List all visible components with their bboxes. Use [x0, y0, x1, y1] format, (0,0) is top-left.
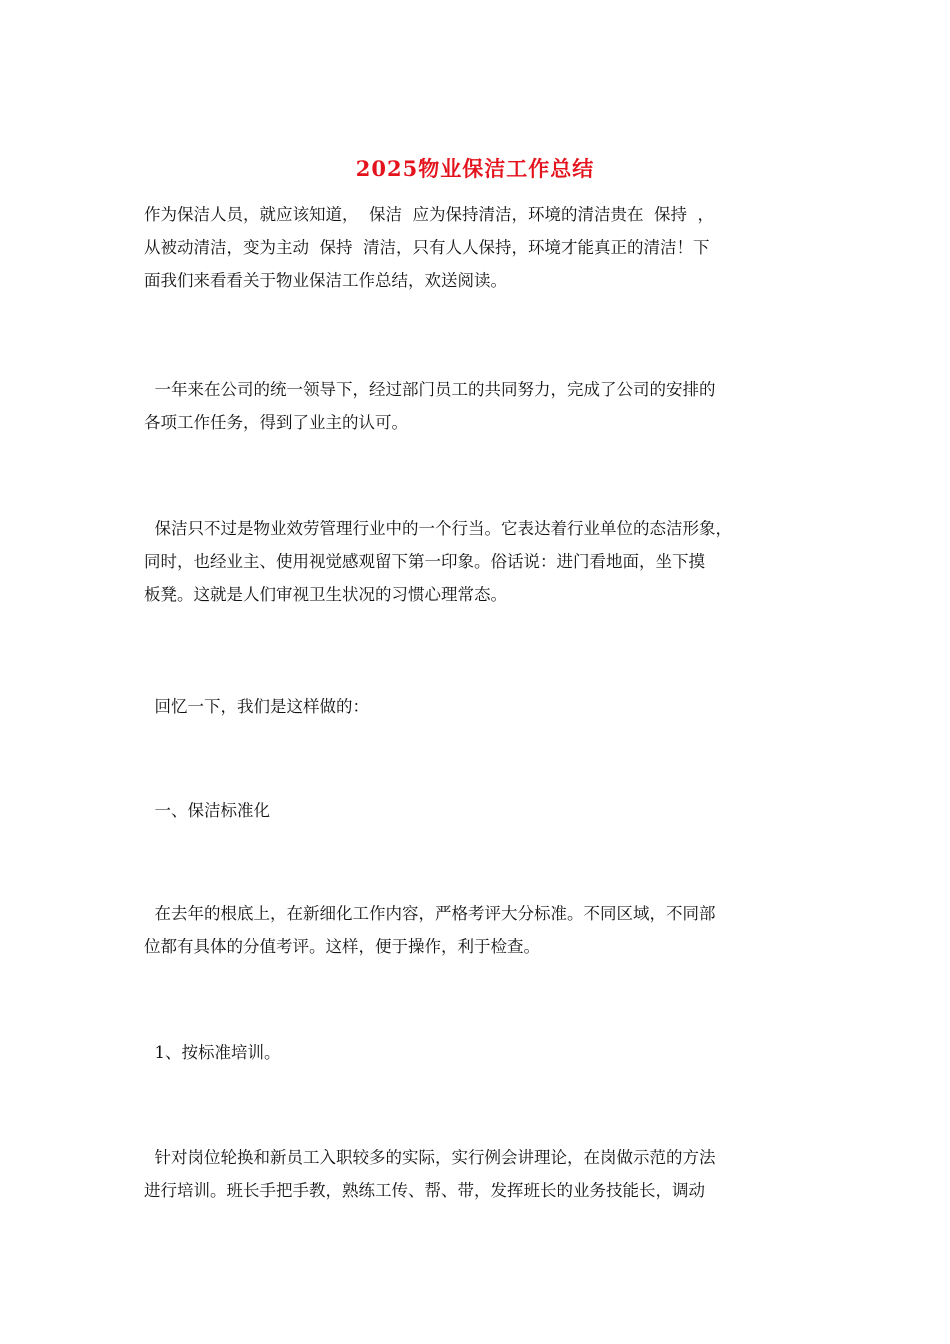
paragraph-line: 回忆一下，我们是这样做的： [144, 697, 369, 716]
intro-line-3: 面我们来看看关于物业保洁工作总结，欢送阅读。 [144, 271, 507, 290]
subheading-training [144, 1036, 814, 1069]
paragraph-line: 进行培训。班长手把手教，熟练工传、帮、带，发挥班长的业务技能长，调动 [144, 1181, 705, 1200]
paragraph-standards [144, 897, 814, 963]
paragraph-line: 保洁只不过是物业效劳管理行业中的一个行当。它表达着行业单位的态洁形象， [144, 519, 732, 538]
heading-line: 一、保洁标准化 [144, 801, 270, 820]
intro-paragraph [144, 198, 814, 297]
paragraph-line: 同时，也经业主、使用视觉感观留下第一印象。俗话说：进门看地面，坐下摸 [144, 552, 705, 571]
paragraph-line: 针对岗位轮换和新员工入职较多的实际，实行例会讲理论，在岗做示范的方法 [144, 1148, 716, 1167]
paragraph-line: 板凳。这就是人们审视卫生状况的习惯心理常态。 [144, 585, 507, 604]
paragraph-leadership [144, 373, 814, 439]
paragraph-cleaning-image [144, 512, 814, 611]
document-title: 2025物业保洁工作总结 [355, 156, 595, 181]
intro-line-2: 从被动清洁，变为主动 保持 清洁，只有人人保持，环境才能真正的清洁！下 [144, 238, 710, 257]
paragraph-review [144, 690, 814, 723]
heading-line: 1、按标准培训。 [144, 1043, 281, 1062]
paragraph-line: 一年来在公司的统一领导下，经过部门员工的共同努力，完成了公司的安排的 [144, 380, 716, 399]
paragraph-line: 位都有具体的分值考评。这样，便于操作，利于检查。 [144, 937, 540, 956]
paragraph-training [144, 1141, 814, 1207]
section-heading-standardization [144, 794, 814, 827]
paragraph-line: 在去年的根底上，在新细化工作内容，严格考评大分标准。不同区域，不同部 [144, 904, 716, 923]
paragraph-line: 各项工作任务，得到了业主的认可。 [144, 413, 408, 432]
intro-line-1: 作为保洁人员，就应该知道， 保洁 应为保持清洁，环境的清洁贵在 保持 ， [144, 205, 714, 224]
